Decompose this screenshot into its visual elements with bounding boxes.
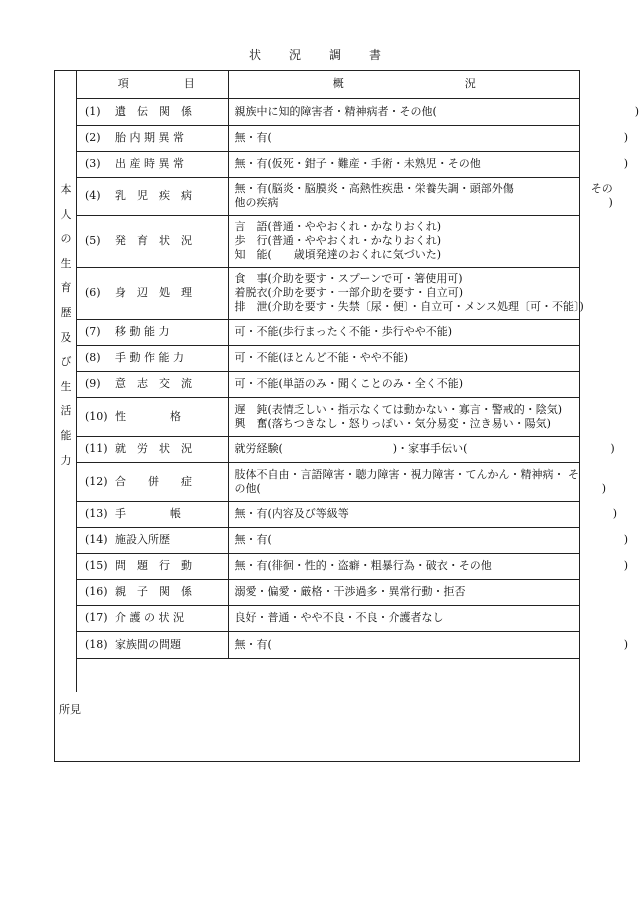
summary-line: 親族中に知的障害者・精神病者・その他( ) <box>234 104 639 118</box>
item-cell <box>77 553 228 579</box>
table-row <box>77 462 580 501</box>
summary-line: 食 事(介助を要す・スプーンで可・箸使用可) <box>234 272 463 285</box>
item-number: (4) <box>85 189 101 202</box>
side-label-char: 能 <box>60 428 72 442</box>
table-header-row <box>77 71 580 98</box>
summary-line: 就労経験( )・家事手伝い( ) <box>234 442 615 455</box>
summary-cell[interactable] <box>228 267 584 319</box>
item-label: 手 動 作 能 力 <box>115 351 184 364</box>
table-row <box>77 631 580 658</box>
summary-cell[interactable] <box>228 436 615 462</box>
summary-line: 無・有(仮死・鉗子・難産・手術・未熟児・その他 ) <box>234 157 629 170</box>
summary-line: 知 能( 歳頃発達のおくれに気づいた) <box>234 248 442 261</box>
item-label: 発 育 状 況 <box>115 234 192 247</box>
item-cell <box>77 462 228 501</box>
item-number: (6) <box>85 286 101 299</box>
item-label: 親 子 関 係 <box>115 585 192 598</box>
summary-line: 無・有( ) <box>234 637 629 651</box>
summary-line: の他( ) <box>234 481 607 495</box>
side-label-char: 力 <box>60 453 72 467</box>
table-row <box>77 98 580 125</box>
item-label: 家族間の問題 <box>115 637 181 651</box>
summary-line: 遅 鈍(表情乏しい・指示なくては動かない・寡言・警戒的・陰気) <box>234 402 563 416</box>
title-char: 書 <box>369 48 382 62</box>
item-cell <box>77 125 228 151</box>
summary-line: 興 奮(落ちつきなし・怒りっぽい・気分易変・泣き易い・陽気) <box>234 416 551 430</box>
title-char: 況 <box>288 48 301 62</box>
summary-cell[interactable] <box>228 527 629 553</box>
summary-line: 肢体不自由・言語障害・聴力障害・視力障害・てんかん・精神病・ そ <box>234 467 579 481</box>
item-cell <box>77 527 228 553</box>
side-label-char: 生 <box>60 256 72 270</box>
table-row <box>77 436 580 462</box>
item-label: 遺 伝 関 係 <box>115 104 192 118</box>
summary-cell[interactable] <box>228 319 580 345</box>
side-label-char: び <box>60 355 72 369</box>
item-label: 乳 児 疾 病 <box>115 189 192 202</box>
summary-line: 可・不能(歩行まったく不能・歩行やや不能) <box>234 325 453 338</box>
summary-cell[interactable] <box>228 501 618 527</box>
summary-line: 無・有( ) <box>234 533 629 546</box>
table-row <box>77 125 580 151</box>
side-label-char: の <box>60 232 72 246</box>
item-cell <box>77 319 228 345</box>
item-label: 意 志 交 流 <box>115 377 192 390</box>
item-number: (16) <box>85 585 108 598</box>
item-label: 身 辺 処 理 <box>115 286 192 299</box>
summary-line: 無・有( ) <box>234 131 629 144</box>
item-number: (14) <box>85 533 108 546</box>
item-cell <box>77 501 228 527</box>
title-char: 調 <box>329 48 342 62</box>
item-cell <box>77 436 228 462</box>
table-row <box>77 501 580 527</box>
item-label: 移 動 能 力 <box>115 325 170 338</box>
item-label: 就 労 状 況 <box>115 442 192 455</box>
remarks-section[interactable] <box>55 692 579 761</box>
item-number: (18) <box>85 637 108 651</box>
side-label-column <box>55 71 77 692</box>
item-number: (5) <box>85 234 101 247</box>
summary-line: 着脱衣(介助を要す・一部介助を要す・自立可) <box>234 286 464 299</box>
item-number: (13) <box>85 507 108 520</box>
summary-cell[interactable] <box>228 605 580 631</box>
summary-cell[interactable] <box>228 125 629 151</box>
summary-line: 溺愛・偏愛・厳格・干渉過多・異常行動・拒否 <box>234 585 466 598</box>
summary-line: 無・有(内容及び等級等 ) <box>234 507 618 520</box>
item-label: 胎 内 期 異 常 <box>115 131 184 144</box>
item-label: 介 護 の 状 況 <box>115 611 184 624</box>
item-number: (7) <box>85 325 101 338</box>
item-cell <box>77 98 228 125</box>
table-row <box>77 215 580 267</box>
table-row <box>77 397 580 436</box>
side-label-char: 本 <box>60 183 72 196</box>
item-cell <box>77 371 228 397</box>
summary-cell[interactable] <box>228 215 580 267</box>
document-title <box>0 46 630 63</box>
summary-line: 良好・普通・やや不良・不良・介護者なし <box>234 611 444 624</box>
item-number: (12) <box>85 474 108 488</box>
summary-cell[interactable] <box>228 177 613 215</box>
summary-line: 排 泄(介助を要す・失禁〔尿・便〕・自立可・メンス処理〔可・不能〕) <box>234 300 584 313</box>
summary-cell[interactable] <box>228 579 580 605</box>
summary-line: 歩 行(普通・ややおくれ・かなりおくれ) <box>234 234 442 247</box>
item-number: (15) <box>85 559 108 572</box>
summary-line: 他の疾病 ) <box>234 196 613 209</box>
item-cell <box>77 579 228 605</box>
item-cell <box>77 215 228 267</box>
summary-line: 無・有(脳炎・脳膜炎・高熱性疾患・栄養失調・頭部外傷 その <box>234 182 613 195</box>
summary-cell[interactable] <box>228 371 580 397</box>
item-number: (11) <box>85 442 108 455</box>
summary-cell[interactable] <box>228 397 580 436</box>
side-label-char: 育 <box>60 281 72 295</box>
summary-line: 言 語(普通・ややおくれ・かなりおくれ) <box>234 220 442 233</box>
item-number: (2) <box>85 131 101 144</box>
side-label-char: 人 <box>60 207 72 221</box>
header-item: 項 目 <box>77 71 228 98</box>
side-label-char: 及 <box>60 330 72 344</box>
item-cell <box>77 605 228 631</box>
item-label: 手 帳 <box>115 507 181 520</box>
summary-cell[interactable] <box>228 98 639 125</box>
table-row <box>77 605 580 631</box>
side-label <box>55 178 77 473</box>
remarks-label: 所見 <box>59 703 81 716</box>
item-cell <box>77 397 228 436</box>
table-row <box>77 371 580 397</box>
table-row <box>77 553 580 579</box>
item-cell <box>77 345 228 371</box>
table-row <box>77 151 580 177</box>
item-label: 出 産 時 異 常 <box>115 157 184 170</box>
table-row <box>77 345 580 371</box>
table-row <box>77 267 580 319</box>
item-number: (17) <box>85 611 108 624</box>
table-row <box>77 579 580 605</box>
table-row <box>77 319 580 345</box>
item-cell <box>77 267 228 319</box>
summary-cell[interactable] <box>228 553 629 579</box>
summary-cell[interactable] <box>228 462 607 501</box>
item-label: 合 併 症 <box>115 474 192 488</box>
summary-line: 無・有(徘徊・性的・盗癖・粗暴行為・破衣・その他 ) <box>234 559 629 572</box>
summary-line: 可・不能(ほとんど不能・やや不能) <box>234 351 409 364</box>
summary-line: 可・不能(単語のみ・聞くことのみ・全く不能) <box>234 377 464 390</box>
title-char: 状 <box>248 48 261 62</box>
item-number: (8) <box>85 351 101 364</box>
header-summary: 概 況 <box>228 71 580 98</box>
summary-cell[interactable] <box>228 345 580 371</box>
side-label-char: 生 <box>60 379 72 393</box>
side-label-char: 歴 <box>60 305 72 319</box>
table-row <box>77 527 580 553</box>
item-number: (9) <box>85 377 101 390</box>
item-cell <box>77 151 228 177</box>
item-number: (1) <box>85 104 101 118</box>
item-label: 問 題 行 動 <box>115 559 192 572</box>
item-cell <box>77 631 228 658</box>
status-table <box>77 71 639 659</box>
status-report-form <box>54 70 639 762</box>
item-number: (3) <box>85 157 101 170</box>
summary-cell[interactable] <box>228 151 629 177</box>
item-label: 性 格 <box>115 409 181 423</box>
item-cell <box>77 177 228 215</box>
table-row <box>77 177 580 215</box>
side-label-char: 活 <box>60 404 72 418</box>
summary-cell[interactable] <box>228 631 629 658</box>
item-number: (10) <box>85 409 108 423</box>
item-label: 施設入所歴 <box>115 533 170 546</box>
